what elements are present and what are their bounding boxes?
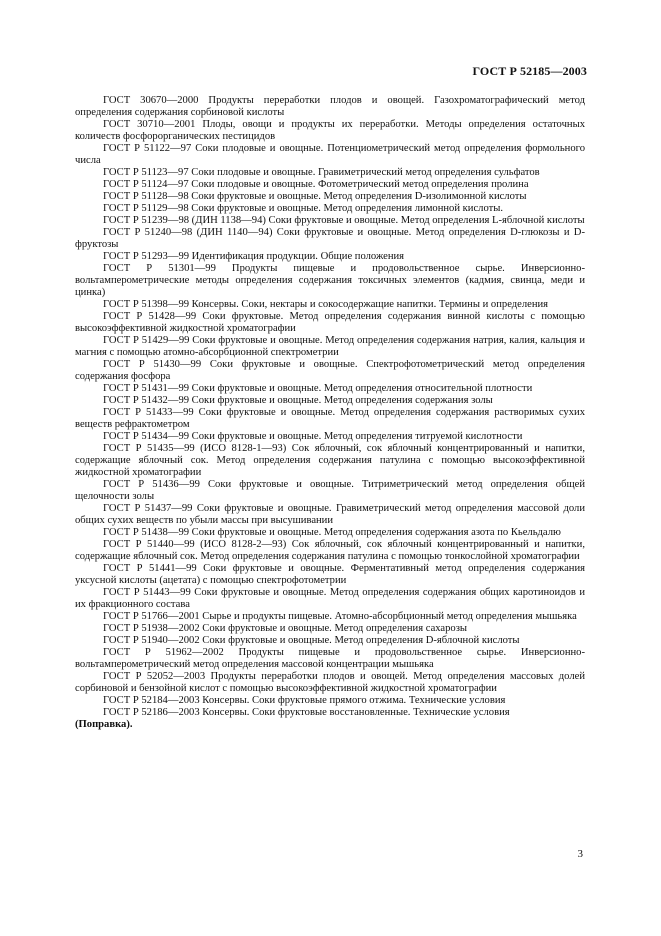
page-number: 3 — [577, 848, 583, 860]
reference-entry: ГОСТ Р 51766—2001 Сырье и продукты пищевые. Атомно-абсорбционный метод определения мышьяка — [103, 611, 577, 622]
amendment-note: (Поправка). — [75, 719, 133, 730]
reference-entry: ГОСТ Р 52186—2003 Консервы. Соки фруктовые восстановленные. Технические условия — [103, 707, 510, 718]
reference-entry: ГОСТ Р 51938—2002 Соки фруктовые и овощные. Метод определения сахарозы — [103, 623, 468, 634]
reference-entry: ГОСТ Р 51293—99 Идентификация продукции. Общие положения — [103, 251, 405, 262]
reference-entry: ГОСТ 30710—2001 Плоды, овощи и продукты их переработки. Методы определения остаточных количеств фосфорорганических пестицидов — [75, 119, 585, 142]
reference-entry: ГОСТ Р 51435—99 (ИСО 8128-1—93) Сок яблочный, сок яблочный концентрированный и напитки, содержащие яблочный сок. Метод определения содержания патулина с помощью высокоэффективной жидкостной хроматографии — [75, 443, 585, 478]
reference-entry: ГОСТ Р 51428—99 Соки фруктовые. Метод определения содержания винной кислоты с помощью высокоэффективной жидкостной хроматографии — [75, 311, 585, 334]
reference-entry: ГОСТ Р 51122—97 Соки плодовые и овощные. Потенциометрический метод определения формольного числа — [75, 143, 585, 166]
reference-entry: ГОСТ Р 51123—97 Соки плодовые и овощные. Гравиметрический метод определения сульфатов — [103, 167, 540, 178]
reference-entry: ГОСТ Р 51443—99 Соки фруктовые и овощные. Метод определения содержания общих каротиноидов и их фракционного состава — [75, 587, 585, 610]
reference-entry: ГОСТ Р 51436—99 Соки фруктовые и овощные. Титриметрический метод определения общей щелочности золы — [75, 479, 585, 502]
reference-entry: ГОСТ Р 51438—99 Соки фруктовые и овощные. Метод определения содержания азота по Кьельдалю — [103, 527, 561, 538]
reference-entry: ГОСТ Р 52184—2003 Консервы. Соки фруктовые прямого отжима. Технические условия — [103, 695, 506, 706]
reference-entry: ГОСТ Р 51239—98 (ДИН 1138—94) Соки фруктовые и овощные. Метод определения L-яблочной кислоты — [103, 215, 585, 226]
reference-entry: ГОСТ Р 51962—2002 Продукты пищевые и продовольственное сырье. Инверсионно-вольтамперометрический метод определения массовой концентрации мышьяка — [75, 647, 585, 670]
reference-entry: ГОСТ Р 51440—99 (ИСО 8128-2—93) Сок яблочный, сок яблочный концентрированный и напитки, содержащие яблочный сок. Метод определения содержания патулина с помощью тонкослойной хроматографии — [75, 539, 585, 562]
reference-entry: ГОСТ 30670—2000 Продукты переработки плодов и овощей. Газохроматографический метод определения содержания сорбиновой кислоты — [75, 95, 585, 118]
document-header: ГОСТ Р 52185—2003 — [472, 64, 587, 78]
reference-entry: ГОСТ Р 51429—99 Соки фруктовые и овощные. Метод определения содержания натрия, калия, кальция и магния с помощью атомно-абсорбционной спектрометрии — [75, 335, 585, 358]
reference-entry: ГОСТ Р 51940—2002 Соки фруктовые и овощные. Метод определения D-яблочной кислоты — [103, 635, 520, 646]
reference-entry: ГОСТ Р 51129—98 Соки фруктовые и овощные. Метод определения лимонной кислоты. — [103, 203, 504, 214]
reference-entry: ГОСТ Р 51434—99 Соки фруктовые и овощные. Метод определения титруемой кислотности — [103, 431, 523, 442]
reference-entry: ГОСТ Р 51430—99 Соки фруктовые и овощные. Спектрофотометрический метод определения содержания фосфора — [75, 359, 585, 382]
reference-entry: ГОСТ Р 51128—98 Соки фруктовые и овощные. Метод определения D-изолимонной кислоты — [103, 191, 527, 202]
reference-entry: ГОСТ Р 51441—99 Соки фруктовые и овощные. Ферментативный метод определения содержания уксусной кислоты (ацетата) с помощью спектрофотометрии — [75, 563, 585, 586]
reference-entry: ГОСТ Р 51431—99 Соки фруктовые и овощные. Метод определения относительной плотности — [103, 383, 533, 394]
reference-entry: ГОСТ Р 51432—99 Соки фруктовые и овощные. Метод определения содержания золы — [103, 395, 493, 406]
reference-entry: ГОСТ Р 52052—2003 Продукты переработки плодов и овощей. Метод определения массовых долей сорбиновой и бензойной кислот с помощью высокоэффективной жидкостной хроматографии — [75, 671, 585, 694]
reference-entry: ГОСТ Р 51398—99 Консервы. Соки, нектары и сокосодержащие напитки. Термины и определения — [103, 299, 549, 310]
reference-entry: ГОСТ Р 51240—98 (ДИН 1140—94) Соки фруктовые и овощные. Метод определения D-глюкозы и D-фруктозы — [75, 227, 585, 250]
reference-entry: ГОСТ Р 51301—99 Продукты пищевые и продовольственное сырье. Инверсионно-вольтамперометрические методы определения содержания токсичных элементов (кадмия, свинца, меди и цинка) — [75, 263, 585, 298]
reference-entry: ГОСТ Р 51437—99 Соки фруктовые и овощные. Гравиметрический метод определения массовой доли общих сухих веществ по убыли массы при высушивании — [75, 503, 585, 526]
reference-list — [75, 95, 585, 731]
reference-entry: ГОСТ Р 51124—97 Соки плодовые и овощные. Фотометрический метод определения пролина — [103, 179, 529, 190]
reference-entry: ГОСТ Р 51433—99 Соки фруктовые и овощные. Метод определения содержания растворимых сухих веществ рефрактометром — [75, 407, 585, 430]
